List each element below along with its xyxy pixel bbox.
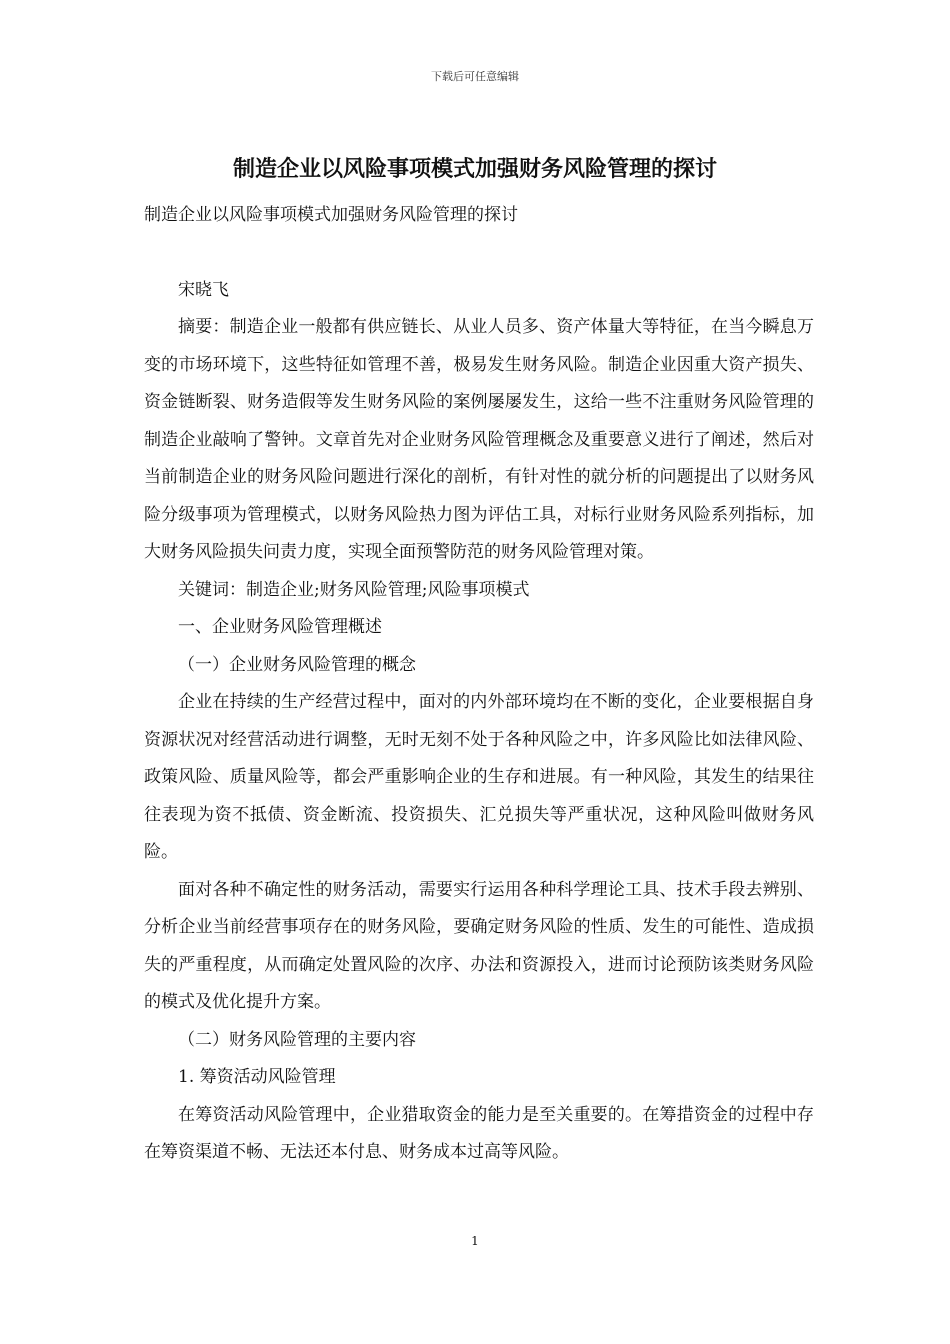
body-paragraph: 企业在持续的生产经营过程中，面对的内外部环境均在不断的变化，企业要根据自身资源状况对经营活动进行调整，无时无刻不处于各种风险之中，许多风险比如法律风险、政策风险、质量风险等，都会严重影响企业的生存和进展。有一种风险，其发生的结果往往表现为资不抵债、资金断流、投资损失、汇兑损失等严重状况，这种风险叫做财务风险。 [144,692,814,862]
section-heading: 一、企业财务风险管理概述 [178,617,382,637]
body-paragraph: 面对各种不确定性的财务活动，需要实行运用各种科学理论工具、技术手段去辨别、分析企业当前经营事项存在的财务风险，要确定财务风险的性质、发生的可能性、造成损失的严重程度，从而确定处置风险的次序、办法和资源投入，进而讨论预防该类财务风险的模式及优化提升方案。 [144,879,814,1012]
item-heading: 1. 筹资活动风险管理 [178,1067,336,1087]
author: 宋晓飞 [178,279,229,300]
header-note: 下载后可任意编辑 [431,70,519,83]
page-number: 1 [471,1234,479,1248]
body-paragraph: 在筹资活动风险管理中，企业猎取资金的能力是至关重要的。在筹措资金的过程中存在筹资渠道不畅、无法还本付息、财务成本过高等风险。 [144,1104,814,1162]
subsection-heading: （一）企业财务风险管理的概念 [178,654,416,675]
abstract-paragraph: 摘要：制造企业一般都有供应链长、从业人员多、资产体量大等特征，在当今瞬息万变的市场环境下，这些特征如管理不善，极易发生财务风险。制造企业因重大资产损失、资金链断裂、财务造假等发生财务风险的案例屡屡发生，这给一些不注重财务风险管理的制造企业敲响了警钟。文章首先对企业财务风险管理概念及重要意义进行了阐述，然后对当前制造企业的财务风险问题进行深化的剖析，有针对性的就分析的问题提出了以财务风险分级事项为管理模式，以财务风险热力图为评估工具，对标行业财务风险系列指标，加大财务风险损失问责力度，实现全面预警防范的财务风险管理对策。 [144,317,814,562]
document-title: 制造企业以风险事项模式加强财务风险管理的探讨 [232,157,717,182]
subtitle-line: 制造企业以风险事项模式加强财务风险管理的探讨 [144,205,518,225]
keywords-line: 关键词：制造企业;财务风险管理;风险事项模式 [178,579,530,600]
document-body [144,197,814,1172]
subsection-heading: （二）财务风险管理的主要内容 [178,1029,416,1050]
